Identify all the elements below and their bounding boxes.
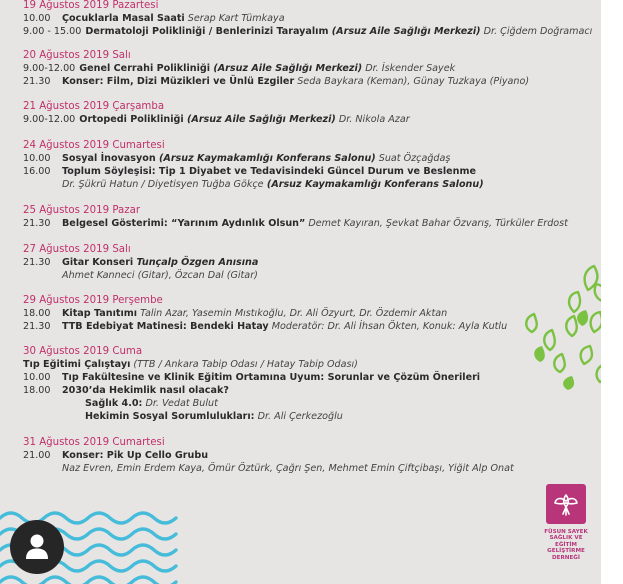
event-title: Kitap Tanıtımı (62, 307, 138, 319)
event-people: Talin Azar, Yasemin Mıstıkoğlu, Dr. Ali Özyurt, Dr. Özdemir Aktan (137, 307, 448, 319)
event-row (23, 257, 591, 270)
event-row (23, 26, 591, 39)
event-title: Tıp Eğitimi Çalıştayı (23, 358, 131, 370)
event-title: Sağlık 4.0: (85, 397, 143, 409)
day-block (23, 244, 591, 283)
event-row (23, 450, 591, 463)
event-row (23, 76, 591, 89)
day-date: 21 Ağustos 2019 Çarşamba (23, 101, 165, 112)
event-people: Demet Kayıran, Şevkat Bahar Özvarış, Türküler Erdost (305, 217, 568, 229)
event-row (23, 166, 591, 179)
event-title: Çocuklarla Masal Saati (62, 12, 185, 24)
event-row (23, 63, 591, 76)
logo-text: FÜSUN SAYEK SAĞLIK VE EĞİTİM GELİŞTİRME DERNEĞİ (544, 529, 588, 561)
user-icon (10, 520, 64, 574)
event-row (23, 372, 591, 385)
day-block (23, 205, 591, 231)
event-time: 10.00 (23, 12, 51, 24)
day-date: 25 Ağustos 2019 Pazar (23, 205, 141, 216)
event-time: 21.00 (23, 449, 51, 461)
event-title: Ortopedi Polikliniği (79, 113, 184, 125)
event-row (23, 411, 591, 424)
event-time: 9.00 - 15.00 (23, 25, 82, 37)
event-time: 10.00 (23, 152, 51, 164)
event-time: 21.30 (23, 217, 51, 229)
event-title: Toplum Söyleşisi: Tip 1 Diyabet ve Tedavisindeki Güncel Durum ve Beslenme (62, 165, 477, 177)
event-venue: (Arsuz Aile Sağlığı Merkezi) (183, 113, 336, 125)
bird-emblem-icon (546, 484, 586, 524)
event-people: Suat Özçağdaş (375, 152, 451, 164)
event-people: (TTB / Ankara Tabip Odası / Hatay Tabip Odası) (130, 358, 358, 370)
event-title: Dermatoloji Polikliniği / Benlerinizi Tarayalım (85, 25, 329, 37)
event-row (23, 385, 591, 398)
event-venue: (Arsuz Aile Sağlığı Merkezi) (210, 62, 363, 74)
event-time: 9.00-12.00 (23, 62, 76, 74)
event-people: Dr. Ali Çerkezoğlu (254, 410, 343, 422)
event-people: Seda Baykara (Keman), Günay Tuzkaya (Piyano) (294, 75, 530, 87)
event-row (23, 270, 591, 283)
event-row (23, 359, 591, 372)
event-title: Tıp Fakültesine ve Klinik Eğitim Ortamına Uyum: Sorunlar ve Çözüm Önerileri (62, 371, 481, 383)
day-date: 24 Ağustos 2019 Cumartesi (23, 140, 165, 151)
event-title: Belgesel Gösterimi: “Yarınım Aydınlık Olsun” (62, 217, 306, 229)
event-title: Konser: Film, Dizi Müzikleri ve Ünlü Ezgiler (62, 75, 295, 87)
event-title: Gitar Konseri (62, 256, 134, 268)
day-block (23, 50, 591, 89)
event-time: 9.00-12.00 (23, 113, 76, 125)
day-block (23, 346, 591, 423)
event-people: Dr. Nikola Azar (335, 113, 410, 125)
event-time: 18.00 (23, 307, 51, 319)
day-date: 30 Ağustos 2019 Cuma (23, 346, 143, 357)
event-row (23, 398, 591, 411)
event-row (23, 153, 591, 166)
event-row (23, 13, 591, 26)
event-people: Serap Kart Tümkaya (184, 12, 285, 24)
event-time: 18.00 (23, 384, 51, 396)
association-logo (536, 484, 596, 580)
day-date: 31 Ağustos 2019 Cumartesi (23, 437, 165, 448)
event-row (23, 179, 591, 192)
event-title: TTB Edebiyat Matinesi: Bendeki Hatay (62, 320, 269, 332)
event-venue: (Arsuz Aile Sağlığı Merkezi) (328, 25, 481, 37)
leaf-branch-icon (512, 232, 601, 402)
event-row (23, 321, 591, 334)
event-people: Dr. İskender Sayek (362, 62, 456, 74)
day-block (23, 140, 591, 192)
event-time: 21.30 (23, 320, 51, 332)
day-block (23, 437, 591, 476)
event-row (23, 308, 591, 321)
day-date: 20 Ağustos 2019 Salı (23, 50, 131, 61)
event-venue: Tunçalp Özgen Anısına (133, 256, 259, 268)
day-date: 27 Ağustos 2019 Salı (23, 244, 131, 255)
event-people: Dr. Şükrü Hatun / Diyetisyen Tuğba Gökçe (62, 178, 264, 190)
day-block (23, 0, 591, 39)
event-people: Moderatör: Dr. Ali İhsan Ökten, Konuk: Ayla Kutlu (268, 320, 508, 332)
event-title: 2030’da Hekimlik nasıl olacak? (62, 384, 229, 396)
user-avatar-button[interactable] (10, 520, 64, 574)
event-time: 21.30 (23, 256, 51, 268)
event-row (23, 218, 591, 231)
event-people: Naz Evren, Emin Erdem Kaya, Ömür Öztürk, Çağrı Şen, Mehmet Emin Çiftçibaşı, Yiğit Alp Onat (62, 462, 514, 474)
event-time: 10.00 (23, 371, 51, 383)
day-date: 29 Ağustos 2019 Perşembe (23, 295, 163, 306)
event-row (23, 114, 591, 127)
event-venue: (Arsuz Kaymakamlığı Konferans Salonu) (263, 178, 484, 190)
page-margin (601, 0, 623, 584)
event-title: Sosyal İnovasyon (62, 152, 156, 164)
event-time: 16.00 (23, 165, 51, 177)
event-venue: (Arsuz Kaymakamlığı Konferans Salonu) (155, 152, 376, 164)
event-title: Hekimin Sosyal Sorumlulukları: (85, 410, 255, 422)
event-title: Konser: Pik Up Cello Grubu (62, 449, 209, 461)
event-people: Ahmet Kanneci (Gitar), Özcan Dal (Gitar) (62, 269, 258, 281)
event-people: Dr. Çiğdem Doğramacı (480, 25, 593, 37)
day-block (23, 295, 591, 334)
event-row (23, 463, 591, 476)
day-date: 19 Ağustos 2019 Pazartesi (23, 0, 159, 11)
event-title: Genel Cerrahi Polikliniği (79, 62, 211, 74)
event-people: Dr. Vedat Bulut (142, 397, 218, 409)
day-block (23, 101, 591, 127)
event-time: 21.30 (23, 75, 51, 87)
